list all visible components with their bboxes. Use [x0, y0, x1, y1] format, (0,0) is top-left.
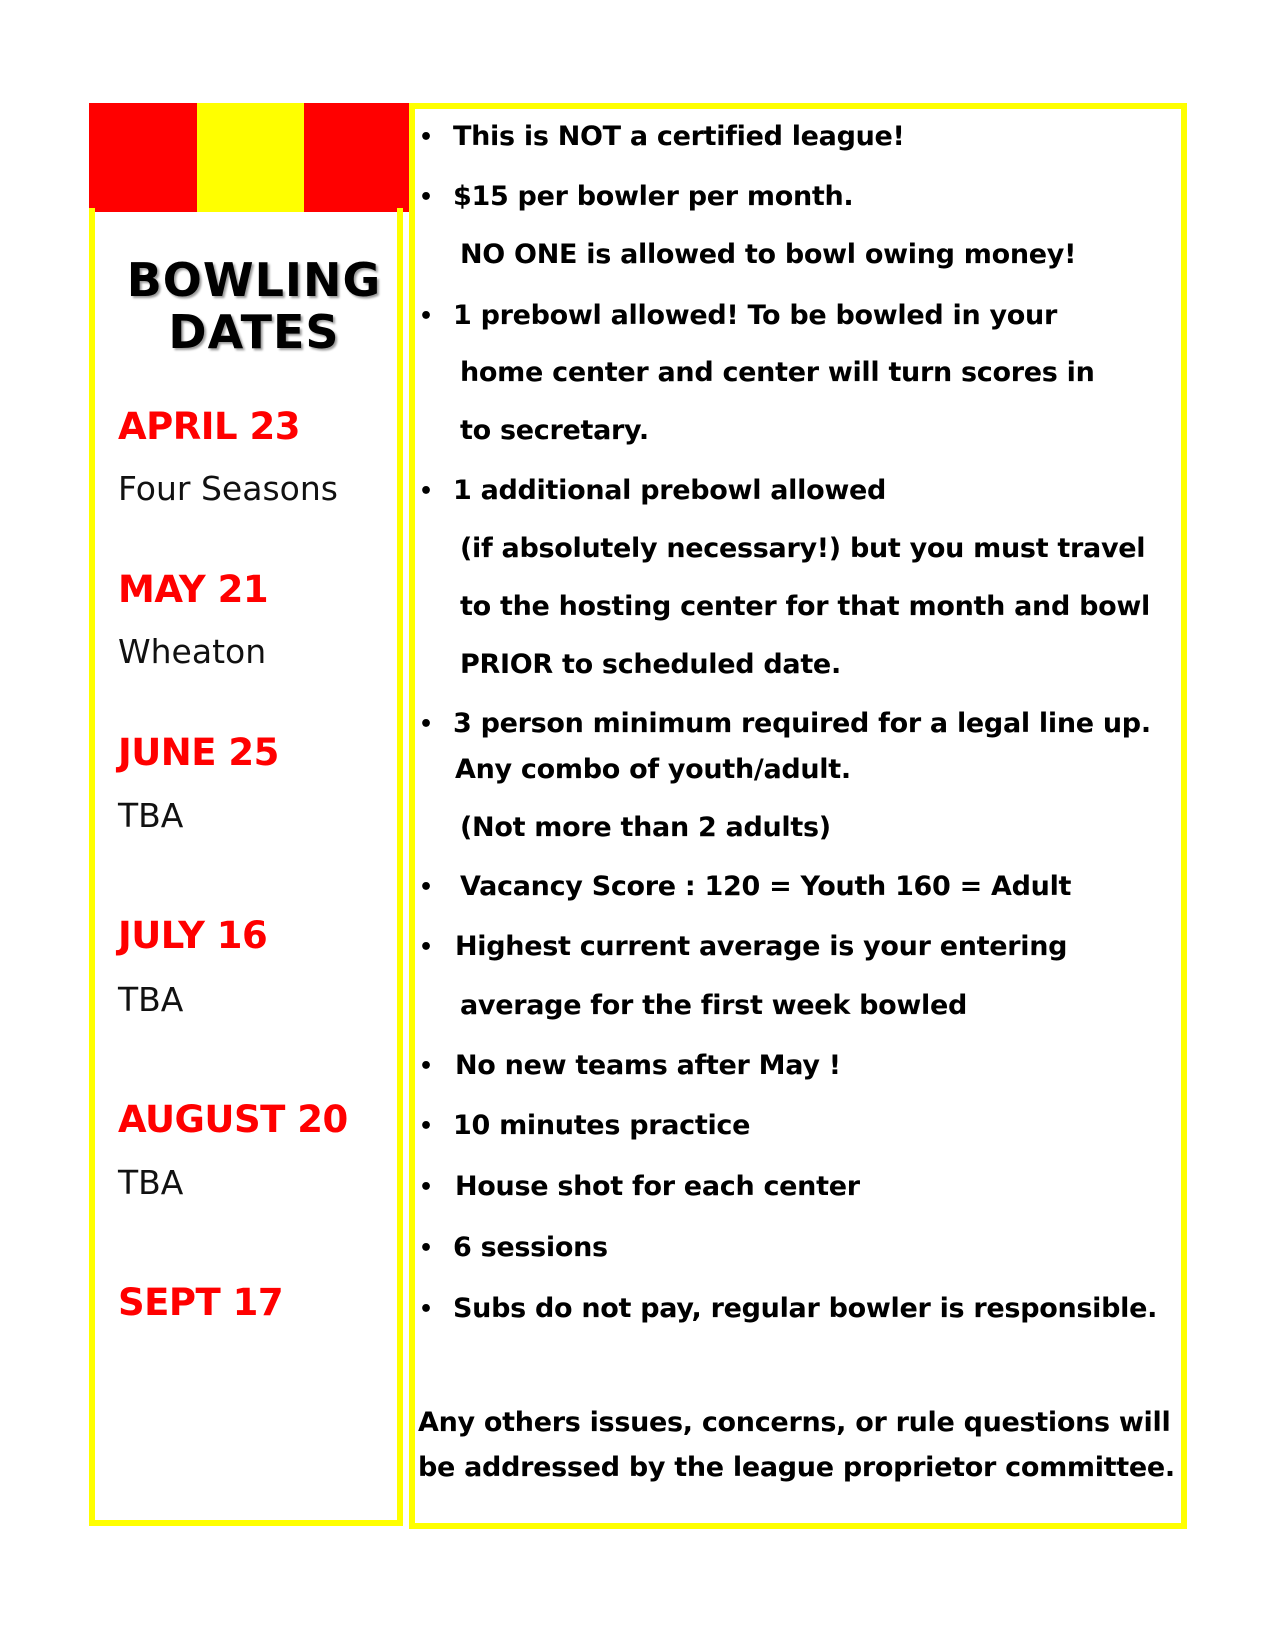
rule-7-line-1: Highest current average is your entering: [455, 931, 1068, 962]
bullet-4: •: [419, 479, 434, 504]
rule-1-line-1: This is NOT a certified league!: [453, 121, 905, 152]
bullet-7: •: [419, 935, 434, 960]
schedule-date-6: SEPT 17: [118, 1281, 284, 1324]
schedule-date-4: JULY 16: [118, 914, 268, 957]
rule-2-line-1: $15 per bowler per month.: [453, 181, 854, 212]
rule-3-line-1: 1 prebowl allowed! To be bowled in your: [453, 300, 1057, 331]
schedule-venue-5: TBA: [118, 1163, 184, 1202]
rule-4-line-4: PRIOR to scheduled date.: [460, 649, 841, 680]
title-line-2: DATES: [168, 305, 340, 359]
rule-5-line-1: 3 person minimum required for a legal line up.: [453, 708, 1151, 739]
rule-3-line-3: to secretary.: [460, 415, 649, 446]
rule-4-line-2: (if absolutely necessary!) but you must travel: [460, 533, 1146, 564]
bullet-3: •: [419, 304, 434, 329]
title-line-1: BOWLING: [126, 253, 382, 307]
schedule-venue-3: TBA: [118, 796, 184, 835]
rule-4-line-3: to the hosting center for that month and bowl: [460, 591, 1150, 622]
bullet-10: •: [419, 1175, 434, 1200]
yellow-stripe-center: [197, 103, 304, 212]
rule-9-line-1: 10 minutes practice: [453, 1110, 751, 1141]
rule-6-line-1: Vacancy Score : 120 = Youth 160 = Adult: [460, 871, 1072, 902]
rule-4-line-1: 1 additional prebowl allowed: [453, 475, 887, 506]
bullet-8: •: [419, 1054, 434, 1079]
bullet-2: •: [419, 185, 434, 210]
schedule-date-1: APRIL 23: [118, 405, 300, 448]
bullet-1: •: [419, 125, 434, 150]
rule-10-line-1: House shot for each center: [455, 1171, 860, 1202]
rule-5-line-2: Any combo of youth/adult.: [455, 754, 851, 785]
rule-8-line-1: No new teams after May !: [455, 1050, 841, 1081]
schedule-date-2: MAY 21: [118, 568, 269, 611]
bullet-12: •: [419, 1297, 434, 1322]
page-title: [118, 254, 390, 358]
rule-2-line-2: NO ONE is allowed to bowl owing money!: [460, 239, 1077, 270]
red-stripe-right: [304, 103, 411, 212]
rule-7-line-2: average for the first week bowled: [460, 990, 967, 1021]
bullet-11: •: [419, 1236, 434, 1261]
rule-3-line-2: home center and center will turn scores in: [460, 357, 1095, 388]
schedule-date-5: AUGUST 20: [118, 1098, 348, 1141]
schedule-date-3: JUNE 25: [118, 731, 279, 774]
red-stripe-left: [89, 103, 197, 212]
schedule-venue-2: Wheaton: [118, 632, 267, 671]
footer-line-2: be addressed by the league proprietor committee.: [418, 1452, 1175, 1483]
footer-line-1: Any others issues, concerns, or rule questions will: [418, 1407, 1171, 1438]
schedule-venue-4: TBA: [118, 980, 184, 1019]
rule-11-line-1: 6 sessions: [453, 1232, 608, 1263]
bullet-9: •: [419, 1114, 434, 1139]
rule-5-line-3: (Not more than 2 adults): [460, 812, 831, 843]
rule-12-line-1: Subs do not pay, regular bowler is responsible.: [453, 1293, 1158, 1324]
bullet-5: •: [419, 712, 434, 737]
bullet-6: •: [419, 875, 434, 900]
schedule-venue-1: Four Seasons: [118, 469, 338, 508]
